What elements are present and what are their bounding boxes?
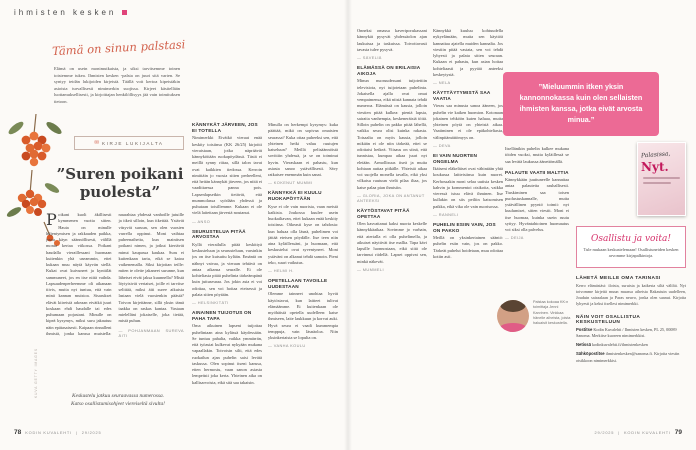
- letter: [357, 208, 427, 272]
- letter-signature: — DEIJA: [505, 235, 524, 241]
- letter: [268, 190, 338, 273]
- letters-column-2: [268, 122, 338, 418]
- separator: |: [75, 430, 78, 435]
- letter-signature: — ANSO: [192, 218, 211, 224]
- cover-decor-bar: [643, 177, 680, 179]
- feature-letter-text: oikani kuoli äkillisesti kymmenen vuotta sitten. Hauta on minulle hiljentymisen ja rakkauden paikka, jossa käyn säännöllisesti, välillä monta kertaa viikossa. Poikani haudalla vieraillessani huomaan kuitenkin yhä useammin, ettei kukaan muu näytä käyvän siellä. Kukat ovat kuivuneet ja kynttilät sammuneet, jos en itse niitä vaihda. Lapsuudenperheemme oli aikanaan tiivis, mutta nyt tuntuu, että vain minä kannan muistoa. Sisarukset elävät kiireistä arkeaan eivätkä juuri koskaan ehdi haudalle tai edes puhumaan pojastani. Minulle on kipeä kysymys, miksi suru jakautuu näin epätasaisesti. Kaipaan rinnalleni ihmistä, jonka kanssa muistella: naurahtaa yhdessä vanhoille jutuille ja itkeä silloin, kun itkettää. Ystävät väsyvät suruun, sen olen vuosien varrella oppinut. Moni vaihtaa puheenaihetta, kun mainitsen poikani nimen, ja jotkut kiertävät minut kaupassa kaukaa. Suru ei kuitenkaan tartu, eikä se katoa vaikenemalla. Siksi kirjoitan teille: miten te olette jakaneet surunne, kun läheiset eivät jaksa kuunnella? Mistä löytyisivät vertaiset, joille ei tarvitse selittää, miksi äiti suree aikuista lastaan vielä vuosienkin päästä? Toivon kirjeitänne, sillä yksin tämä taakka on raskas kantaa. Vastaan mielelläni jokaiselle, joka tietää, mistä puhun.: [46, 212, 184, 336]
- letter-signature: — DEVA: [433, 142, 451, 148]
- section-header: [14, 8, 127, 17]
- letter-signature: — GLORIA, JOKA ON ANTANUT ANTEEKSI: [357, 192, 425, 203]
- letter-heading: SEURUSTELUA PITÄÄ ARVOSTAA: [192, 228, 246, 240]
- letters-column-1: [192, 122, 262, 418]
- letter: [357, 28, 427, 60]
- column-intro: Elämä on usein monimutkaista, ja siksi tarvitsemme toinen toistemme tukea. Ihmisten kesken -palsta on juuri sitä varten. Se syntyy teidän lukijoiden kirjeistä. Täällä voit kertoa kipeistäkin asioista turvallisesti nimimerkin suojissa. Kirjeet käsitellään luottamuksellisesti, ja kirjoittajan henkilöllisyys jää vain toimituksen tietoon.: [54, 66, 180, 104]
- participate-body: Tule mukaan keskustelemaan! Osallistuneiden kesken arvomme kirjapalkintoja.: [583, 247, 679, 259]
- page-number: 78: [14, 429, 22, 436]
- participation-sidebar: [576, 226, 686, 367]
- participate-title: Osallistu ja voita!: [591, 234, 671, 244]
- letter-body: Kännykkä kuuluu kohtuudella nykyelämään, mutta sen käyttöä kannattaa ajatella muiden kannalta. Jos viestiin pitää vastata, sen voi tehdä lyhyesti ja palata sitten seuraan. Kukaan ei pahastu, kun asian hoitaa kohteliaasti ja pyytää anteeksi keskeytystä.: [433, 28, 503, 77]
- feature-letter-body: [46, 212, 184, 384]
- letter-heading: PUHELIN ESIIN VAIN, JOS ON PAKKO: [433, 221, 496, 233]
- letter-signature: — VANHA KOULU: [268, 343, 306, 349]
- entry-lead: Postitse: [576, 327, 593, 333]
- letter: [433, 28, 503, 85]
- entry-text: Kodin Kuvalehti / Ihmisten kesken, PL 25, 00089 Sanoma. Merkitse kuoreen nimimerkkisi.: [576, 327, 677, 339]
- cover-script-text: Palasissa,: [640, 150, 671, 160]
- envelope-icon: ✉: [94, 140, 99, 146]
- pull-quote-box: [503, 72, 659, 136]
- letter-body: Minun nuoruudessani tuijotettiin televisiota, nyt tuijotetaan puhelinta. Jokaisella ajalla ovat omat vempaimensa, eikä niistä kannata tehdä numeroa. Elämässä on kausia, jolloin viestien pitää kulkea: pieniä lapsia, sairaita vanhempia, keskeneräisiä töitä. Silloin puhelin on pakko pitää lähellä, vaikka seura olisi kuinka rakasta. Toisaalta on myös kausia, jolloin mikään ei ole niin tärkeää, ettei se odottaisi hetkeä. Viisaus on siinä, että tunnistaa, kumpaa aikaa juuri nyt eletään. Armollisuus itseä ja muita kohtaan auttaa pitkälle. Yhteistä aikaa voi suojella monella tavalla, eikä yksi vilkaisu ruutuun vielä pilaa iltaa, jos katse palaa pian ihmisiin.: [357, 78, 427, 190]
- section-title: ihmisten kesken: [14, 8, 117, 17]
- letter-signature: — MUMMELI: [357, 266, 384, 272]
- letter: [433, 153, 503, 217]
- pull-quote-text: ”Mieluummin itken yksin kannonnokassa kuin olen sellaisten ihmisten kanssa, jotka eivät arvosta minua.”: [519, 82, 643, 124]
- entry-text: kodinkuvalehti.fi/ihmistenkesken: [591, 342, 648, 348]
- letter: [357, 65, 427, 203]
- letter-body: Itsellänikin puhelin kulkee mukana töiden vuoksi, mutta kyläillessä se saa levätä laukussa äänettömällä.: [505, 146, 569, 164]
- letter: [268, 122, 338, 185]
- entry-post: [576, 327, 686, 339]
- letter: [268, 278, 338, 348]
- accent-square-icon: [122, 10, 127, 15]
- discussion-continues-note: Keskustelu jatkuu seuraavassa numerossa. Katso osallistumisohjeet viereiseltä sivulta!: [71, 393, 165, 408]
- letter-body: Olemme tainneet unohtaa hyvät käytöstavat, kun laitteet tulivat elämäämme. Ei kuitenkaan ole myöhäistä opetella uudelleen: katse ihmiseen, laite laukkuun ja korvat auki. Hyvä seura ei vaadi kummempia temppuja, vain läsnäoloa. Niin yksinkertaista se lopulta on.: [268, 291, 338, 340]
- letter-body: Kyllä vierailulla pitää keskittyä keskusteluun ja seurusteluun, varsinkin jos on itse kutsuttu kylään. Emäntä on nähnyt vaivaa, ja vieraan tehtävä on antaa aikansa seuralle. Ei ole kohteliasta pitää puhelinta tärkeämpänä kuin juttuseuraa. Jos jokin asia ei voi odottaa, sen voi hoitaa eteisessä ja palata sitten pöytään.: [192, 241, 262, 297]
- letter-signature: — RANNELI: [433, 211, 459, 217]
- editor-caption: Palstaa kokoaa KK:n toimittaja Jenni Karvinen. Vinkkaa hänelle aiheista, joista haluaisit keskustella.: [533, 300, 571, 326]
- editor-block: [497, 300, 573, 332]
- entry-text: ihmistenkesken@sanoma.fi. Kirjoita viestin otsikkoon nimimerkkisi.: [576, 351, 680, 363]
- letter-from-reader-label: [74, 136, 184, 150]
- magazine-cover-thumbnail: [637, 142, 686, 216]
- letter-signature: — KOKENUT MUMMI: [268, 180, 313, 186]
- magazine-name: KODIN KUVALEHTI: [624, 430, 671, 435]
- letter-heading: EI VAIN NUORTEN ONGELMA: [433, 152, 478, 164]
- send-story-body: Kerro elämästäsi: iloista, suruista ja kaikesta siltä väliltä. Nyt toivomme kirjeitä muun muassa aiheista Rakastuin uudelleen, Jouduin sairaalaan ja Paras neuvo, jonka olen saanut. Kirjoita lyhyesti ja keksi itsellesi nimimerkki.: [576, 282, 686, 307]
- letter-signature: — NELA: [433, 80, 451, 85]
- avatar-shirt: [498, 323, 528, 332]
- letter: [505, 146, 569, 165]
- letters-column-3: [357, 28, 427, 420]
- separator: |: [618, 430, 621, 435]
- avatar-hair: [500, 300, 526, 312]
- letter-body: Meillä on yksinkertainen sääntö: puhelin esiin vain, jos on pakko. Tärkeät puhelut hoidetaan, muu odottaa kotiin asti.: [433, 235, 503, 259]
- letter: [192, 229, 262, 306]
- letter-signature: — HELSINKITÄTI: [192, 300, 229, 305]
- script-tagline: Tämä on sinun palstasi: [51, 37, 186, 59]
- entry-email: [576, 351, 686, 363]
- issue-number: 29/2025: [594, 430, 615, 435]
- letter-body: Vieras saa minusta sanoa ääneen, jos puhelin vie kaiken huomion. Kotonaan jokainen tehköön kuten haluaa, mutta yhteinen pöytä on yhteistä aikaa. Vaatiminen ei ole epäkohteliasta, välinpitämättömyys on.: [433, 103, 503, 140]
- letter-heading: PALAUTE VAATII MALTTIA: [505, 169, 569, 175]
- entry-lead: Sähköpostitse: [576, 351, 605, 357]
- entry-web: [576, 342, 686, 348]
- letter-heading: AINAINEN TUIJOTUS ON PAHA TAPA: [192, 310, 252, 321]
- letter-heading: KÄYTÖSTAVAT PITÄÄ OPETTAA: [357, 207, 410, 219]
- letter-heading: KÄNNYKÄT JÄRVEEN, JOS EI TOTELLA: [192, 122, 258, 133]
- cover-title: Nyt.: [641, 160, 669, 174]
- participate-box: [576, 226, 686, 268]
- page-gutter: [344, 0, 352, 450]
- letter: [433, 222, 503, 260]
- page-number: 79: [674, 429, 682, 436]
- issue-number: 29/2025: [81, 430, 102, 435]
- photo-credit: KUVA GETTY IMAGES: [34, 348, 38, 399]
- letter: [433, 90, 503, 148]
- feature-headline: ”Suren poikani puolesta”: [56, 165, 184, 201]
- right-page-footer: [595, 429, 682, 436]
- letter-body: Onneksi omassa kaveriporukassani kännykät pysyvät yhdessäolon ajan laukuissa ja taskuissa. Toivottavasti tavasta tulee pysyvä.: [357, 28, 427, 52]
- letter-heading: OPETELLAAN TAVOILLE UUDESTAAN: [268, 278, 328, 289]
- feature-signature: — POHJANMAAN SUREVA ÄITI: [118, 327, 184, 339]
- magazine-name: KODIN KUVALEHTI: [25, 430, 72, 435]
- cover-decor-bar: [643, 182, 671, 184]
- entry-lead: Netissä: [576, 342, 591, 348]
- letter: [192, 310, 262, 386]
- letter-body: Oma aikuinen lapseni tuijottaa puhelintaan aina kylässä käydessään. Se tuntuu pahalta, vaikka ymmärrän, että työasiat kulkevat nykyään mukana vapaallakin. Toivoisin silti, että edes ruokailun ajan puhelin saisi levätä taskussa. Olen sopinut itseni kanssa, etten hermostu, vaan sanon asiasta lempeästi joka kerta. Yhteinen aika on kallisarvoista, eikä sitä saa takaisin.: [192, 323, 262, 385]
- letter-body: Kännykkään juuttuneelle kannattaa antaa palautetta rauhallisesti. Tiuskiminen saa toisen puolustuskannalle, mutta ystävällinen pyyntö toimii: nyt kuulumiset, sitten viestit. Moni ei itse huomaa, kuinka usein ruutu syttyy. Hyväntahtoinen huomautus voi siksi olla palvelus.: [505, 177, 569, 233]
- how-to-heading: NÄIN VOIT OSALLISTUA KESKUSTELUUN: [576, 315, 641, 326]
- letter-heading: KÄYTTÄYTYMISTÄ SAA VAATIA: [433, 90, 491, 101]
- label-text: KIRJE LUKIJALTA: [101, 140, 164, 146]
- letter: [505, 170, 569, 241]
- letter-signature: — HELMI H.: [268, 268, 294, 273]
- drop-cap: P: [46, 212, 57, 229]
- letter-body: Olen kasvattanut kaksi nuorta keskelle kännykkäaikaa. Sovimme jo varhain, että aterialla ei olla puhelimella, ja aikuiset näyttivät itse mallia. Tapa kävi lapsille luonnostaan, eikä siitä ole tarvinnut riidellä. Lapset oppivat sen, minkä näkevät.: [357, 221, 427, 264]
- editor-avatar: [497, 300, 529, 332]
- letter-body: Minulla on herkempi kysymys: kuka päättää, mikä on sopivaa omaisten seurassa? Kuka ottaa puheeksi sen, että yhteinen hetki valuu ruutujen katseluun? Meillä pelisäännöistä sovittiin yhdessä, ja se on toiminut hyvin. Vieraskaan ei pahastu, kun asiasta sanoo ystävällisesti. Sävy ratkaisee enemmän kuin sanat.: [268, 122, 338, 177]
- left-page-footer: [14, 429, 101, 436]
- letter-signature: — SÄVELIÄ: [357, 55, 382, 60]
- letter: [192, 122, 262, 224]
- letter-body: Kyse ei ole vain nuorista, vaan meistä kaikista. Joukossa kuulee usein huokailtavan, ettei kukaan enää keskity toisiinsa. Oikeasti kyse on tahdosta: kun haluaa olla läsnä, puhelimen voi jättää eteisen pöydälle. Itse teen niin aina kyläillessäni, ja huomaan, että keskustelut ovat syventyneet. Moni ystäväni on alkanut tehdä samoin. Pieni teko, suuri vaikutus.: [268, 203, 338, 265]
- letter-heading: KÄNNYKKÄ EI KUULU RUOKAPÖYTÄÄN: [268, 190, 322, 202]
- letter-heading: ELÄMÄSSÄ ON ERILAISIA AIKOJA: [357, 65, 421, 76]
- letter-body: Ikäiseni eläkeläiset ovat vähintään yhtä koukussa laitteisiinsa kuin nuoret. Kerhossakin moni selaa uutisia kesken kahvin ja kommentoi otsikoita, vaikka vieressä istuu elävä ihminen. Itse kullakin on siis peiliin katsomisen paikka, eikä vika ole vain nuorisossa.: [433, 166, 503, 209]
- send-story-heading: LÄHETÄ MEILLE OMA TARINASI: [576, 275, 661, 281]
- letters-column-5: [505, 146, 569, 298]
- letter-body: Nimimerkki Eivätkö vieraat enää keskity toisiinsa (KK 26/25) kirjoitti vieraistaan, jotka näpräävät kännyköitään ruokapöydässä. Tästä ei meillä synny riitaa, sillä talon tavat ovat kaikkien tiedossa. Kerroin nimittäin jo vuosia sitten perheelleni, että heitän kännykät järveen, jos niitä ei vaadittaessa panna pois. Lapsenlapsetkin tietävät, että mummolassa syödään yhdessä ja puhutaan toisillemme. Kukaan ei ole vielä laitettaan järvestä noutanut.: [192, 135, 262, 216]
- letters-column-4: [433, 28, 503, 420]
